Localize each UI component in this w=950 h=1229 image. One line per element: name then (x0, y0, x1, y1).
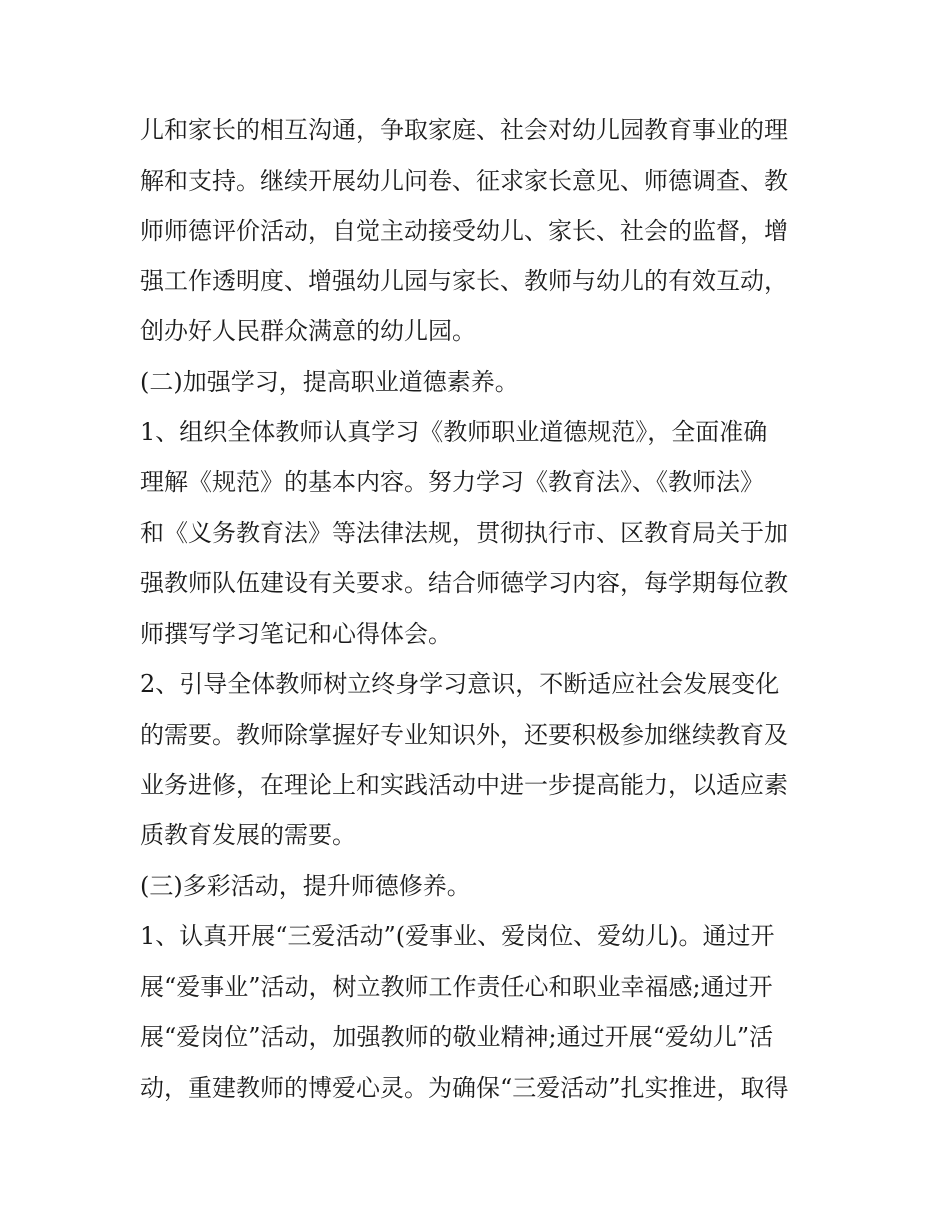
text-line: 质教育发展的需要。 (140, 821, 356, 849)
text-line: 展“爱事业”活动，树立教师工作责任心和职业幸福感;通过开 (140, 973, 773, 1001)
text-line: 创办好人民群众满意的幼儿园。 (140, 317, 476, 345)
text-line: 和《义务教育法》等法律法规，贯彻执行市、区教育局关于加 (140, 519, 788, 547)
text-line: 动，重建教师的博爱心灵。为确保“三爱活动”扎实推进，取得 (140, 1074, 789, 1102)
section-heading: (三)多彩活动，提升师德修养。 (140, 872, 471, 900)
text-line: 解和支持。继续开展幼儿问卷、征求家长意见、师德调查、教 (140, 167, 788, 195)
text-line: 2、引导全体教师树立终身学习意识，不断适应社会发展变化 (140, 670, 780, 698)
text-line: 强教师队伍建设有关要求。结合师德学习内容，每学期每位教 (140, 569, 788, 597)
text-line: 理解《规范》的基本内容。努力学习《教育法》、《教师法》 (140, 468, 764, 496)
text-line: 儿和家长的相互沟通，争取家庭、社会对幼儿园教育事业的理 (140, 116, 788, 144)
text-line: 1、认真开展“三爱活动”(爱事业、爱岗位、爱幼儿)。通过开 (140, 922, 775, 950)
text-line: 师师德评价活动，自觉主动接受幼儿、家长、社会的监督，增 (140, 217, 788, 245)
section-heading: (二)加强学习，提高职业道德素养。 (140, 368, 519, 396)
text-line: 业务进修，在理论上和实践活动中进一步提高能力，以适应素 (140, 771, 788, 799)
text-line: 师撰写学习笔记和心得体会。 (140, 620, 452, 648)
text-line: 1、组织全体教师认真学习《教师职业道德规范》，全面准确 (140, 418, 768, 446)
text-line: 强工作透明度、增强幼儿园与家长、教师与幼儿的有效互动， (140, 267, 788, 295)
text-line: 的需要。教师除掌握好专业知识外，还要积极参加继续教育及 (140, 721, 788, 749)
text-line: 展“爱岗位”活动，加强教师的敬业精神;通过开展“爱幼儿”活 (140, 1023, 774, 1051)
